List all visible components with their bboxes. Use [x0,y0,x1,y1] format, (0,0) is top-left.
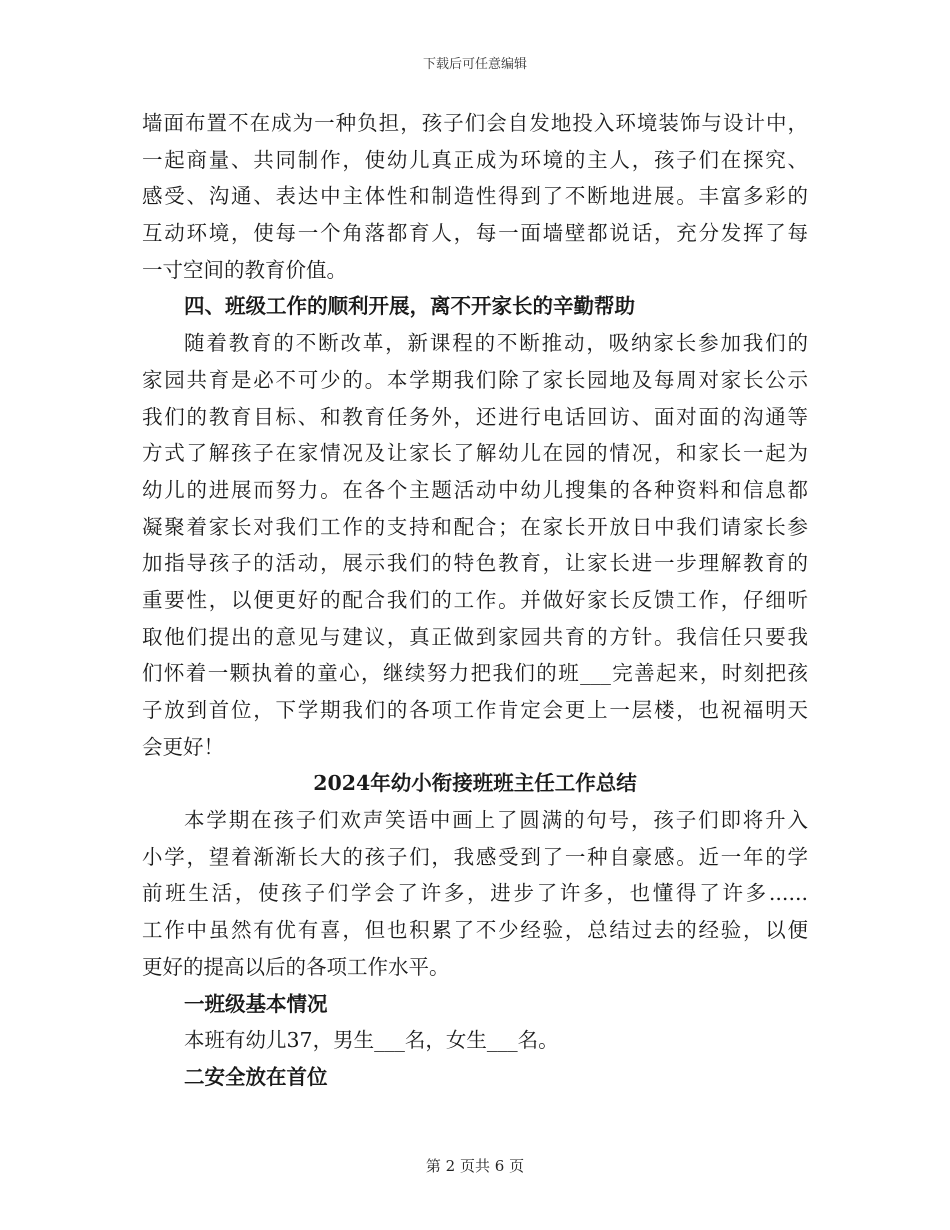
paragraph-line: 幼儿的进展而努力。在各个主题活动中幼儿搜集的各种资料和信息都 [142,477,808,502]
paragraph-line: 小学，望着渐渐长大的孩子们，我感受到了一种自豪感。近一年的学 [142,844,808,869]
paragraph-line: 更好的提高以后的各项工作水平。 [142,954,450,979]
class-info-line: 本班有幼儿37，男生___名，女生___名。 [184,1028,559,1053]
page-header-note: 下载后可任意编辑 [422,57,527,72]
page-number: 第 2 页共 6 页 [425,1157,525,1175]
paragraph-line: 我们的教育目标、和教育任务外，还进行电话回访、面对面的沟通等 [142,404,808,429]
paragraph-line: 本学期在孩子们欢声笑语中画上了圆满的句号，孩子们即将升入 [184,808,808,833]
paragraph-line: 工作中虽然有优有喜，但也积累了不少经验，总结过去的经验，以便 [142,918,808,943]
paragraph-line: 感受、沟通、表达中主体性和制造性得到了不断地进展。丰富多彩的 [142,184,808,209]
paragraph-line: 互动环境，使每一个角落都育人，每一面墙壁都说话，充分发挥了每 [142,221,808,246]
section-heading-2: 二安全放在首位 [184,1064,328,1089]
paragraph-line: 前班生活，使孩子们学会了许多，进步了许多，也懂得了许多...... [142,881,808,906]
paragraph-line: 墙面布置不在成为一种负担，孩子们会自发地投入环境装饰与设计中， [142,111,808,135]
document-title: 2024年幼小衔接班班主任工作总结 [313,771,637,796]
paragraph-line: 一寸空间的教育价值。 [142,257,347,282]
paragraph-line: 一起商量、共同制作，使幼儿真正成为环境的主人，孩子们在探究、 [142,147,808,172]
paragraph-line: 们怀着一颗执着的童心，继续努力把我们的班___完善起来，时刻把孩 [142,661,808,686]
paragraph-line: 子放到首位，下学期我们的各项工作肯定会更上一层楼，也祝福明天 [142,698,808,722]
section-heading-4: 四、班级工作的顺利开展，离不开家长的辛勤帮助 [184,294,635,319]
section-heading-1: 一班级基本情况 [184,991,328,1016]
paragraph-line: 取他们提出的意见与建议，真正做到家园共育的方针。我信任只要我 [142,624,808,649]
document-body [142,105,808,1096]
paragraph-line: 加指导孩子的活动，展示我们的特色教育，让家长进一步理解教育的 [142,551,808,576]
paragraph-line: 方式了解孩子在家情况及让家长了解幼儿在园的情况，和家长一起为 [142,441,808,466]
paragraph-line: 重要性，以便更好的配合我们的工作。并做好家长反馈工作，仔细听 [142,587,808,612]
paragraph-line: 凝聚着家长对我们工作的支持和配合；在家长开放日中我们请家长参 [142,514,808,539]
paragraph-line: 家园共育是必不可少的。本学期我们除了家长园地及每周对家长公示 [142,367,808,392]
paragraph-line: 会更好！ [142,734,224,759]
paragraph-line: 随着教育的不断改革，新课程的不断推动，吸纳家长参加我们的 [184,331,808,356]
